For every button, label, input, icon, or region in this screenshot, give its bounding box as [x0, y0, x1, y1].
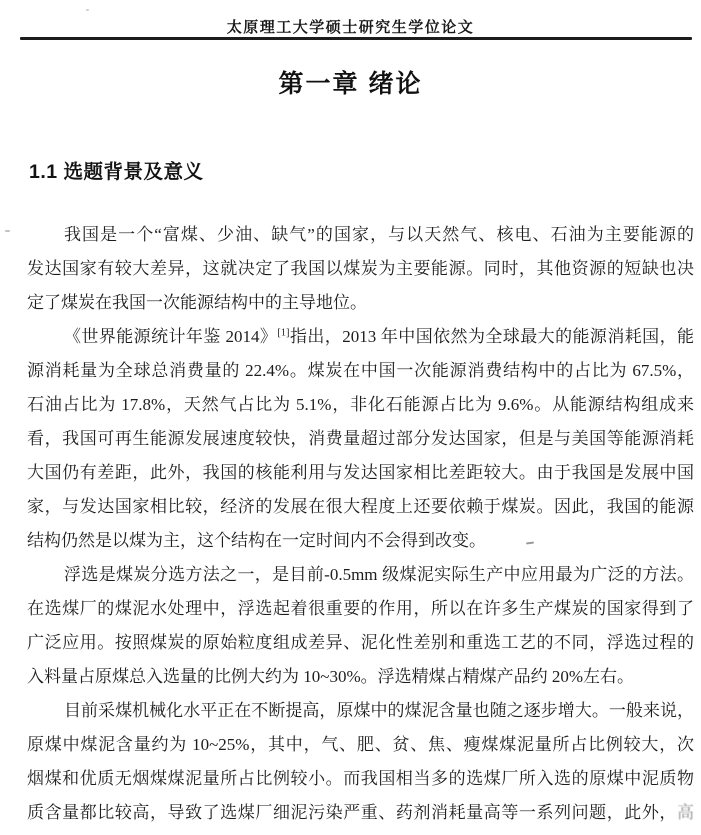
- text-line: 入料量占原煤总入选量的比例大约为 10~30%。浮选精煤占精煤产品约 20%左右。: [27, 667, 635, 686]
- line-main-text: 质含量都比较高，导致了选煤厂细泥污染严重、药剂消耗量高等一系列问题，此外，: [27, 803, 677, 822]
- text-line: 家，与发达国家相比较，经济的发展在很大程度上还要依赖于煤炭。因此，我国的能源: [27, 497, 694, 516]
- text-line: 源消耗量为全球总消费量的 22.4%。煤炭在中国一次能源消费结构中的占比为 67.5%，: [27, 361, 694, 380]
- section-heading: 1.1 选题背景及意义: [29, 161, 204, 183]
- text-line: 在选煤厂的煤泥水处理中，浮选起着很重要的作用，所以在许多生产煤炭的国家得到了: [27, 599, 694, 618]
- text-line-with-citation: [27, 320, 694, 354]
- scan-artifact-speck: [5, 230, 10, 232]
- text-line: 石油占比为 17.8%，天然气占比为 5.1%，非化石能源占比为 9.6%。从能源结构组成来: [27, 395, 694, 414]
- text-line: 我国是一个“富煤、少油、缺气”的国家，与以天然气、核电、石油为主要能源的: [64, 225, 694, 244]
- text-line: 定了煤炭在我国一次能源结构中的主导地位。: [27, 293, 367, 312]
- text-line: 烟煤和优质无烟煤煤泥量所占比例较小。而我国相当多的选煤厂所入选的原煤中泥质物: [27, 769, 694, 788]
- text-line: 结构仍然是以煤为主，这个结构在一定时间内不会得到改变。: [27, 531, 486, 550]
- faded-scan-character: 高: [677, 803, 694, 822]
- scan-artifact-speck: [86, 9, 89, 11]
- running-header: 太原理工大学硕士研究生学位论文: [226, 19, 475, 36]
- citation-continuation: 指出，2013 年中国依然为全球最大的能源消耗国，能: [289, 327, 694, 346]
- text-line: 看，我国可再生能源发展速度较快，消费量超过部分发达国家，但是与美国等能源消耗: [27, 429, 694, 448]
- citation-source: 《世界能源统计年鉴 2014》: [64, 327, 278, 346]
- body-text: [27, 218, 694, 830]
- text-line: 大国仍有差距，此外，我国的核能利用与发达国家相比差距较大。由于我国是发展中国: [27, 463, 694, 482]
- citation-reference-marker: [1]: [277, 327, 290, 339]
- text-line: 发达国家有较大差异，这就决定了我国以煤炭为主要能源。同时，其他资源的短缺也决: [27, 259, 694, 278]
- text-line-partially-faded: [27, 796, 694, 830]
- text-line: 广泛应用。按照煤炭的原始粒度组成差异、泥化性差别和重选工艺的不同，浮选过程的: [27, 633, 694, 652]
- chapter-title: 第一章 绪论: [278, 70, 423, 98]
- text-line: 目前采煤机械化水平正在不断提高，原煤中的煤泥含量也随之逐步增大。一般来说，: [64, 701, 694, 720]
- header-rule-divider: [20, 37, 692, 40]
- text-line: 浮选是煤炭分选方法之一，是目前-0.5mm 级煤泥实际生产中应用最为广泛的方法。: [64, 565, 694, 584]
- text-line: 原煤中煤泥含量约为 10~25%，其中，气、肥、贫、焦、瘦煤煤泥量所占比例较大，次: [27, 735, 694, 754]
